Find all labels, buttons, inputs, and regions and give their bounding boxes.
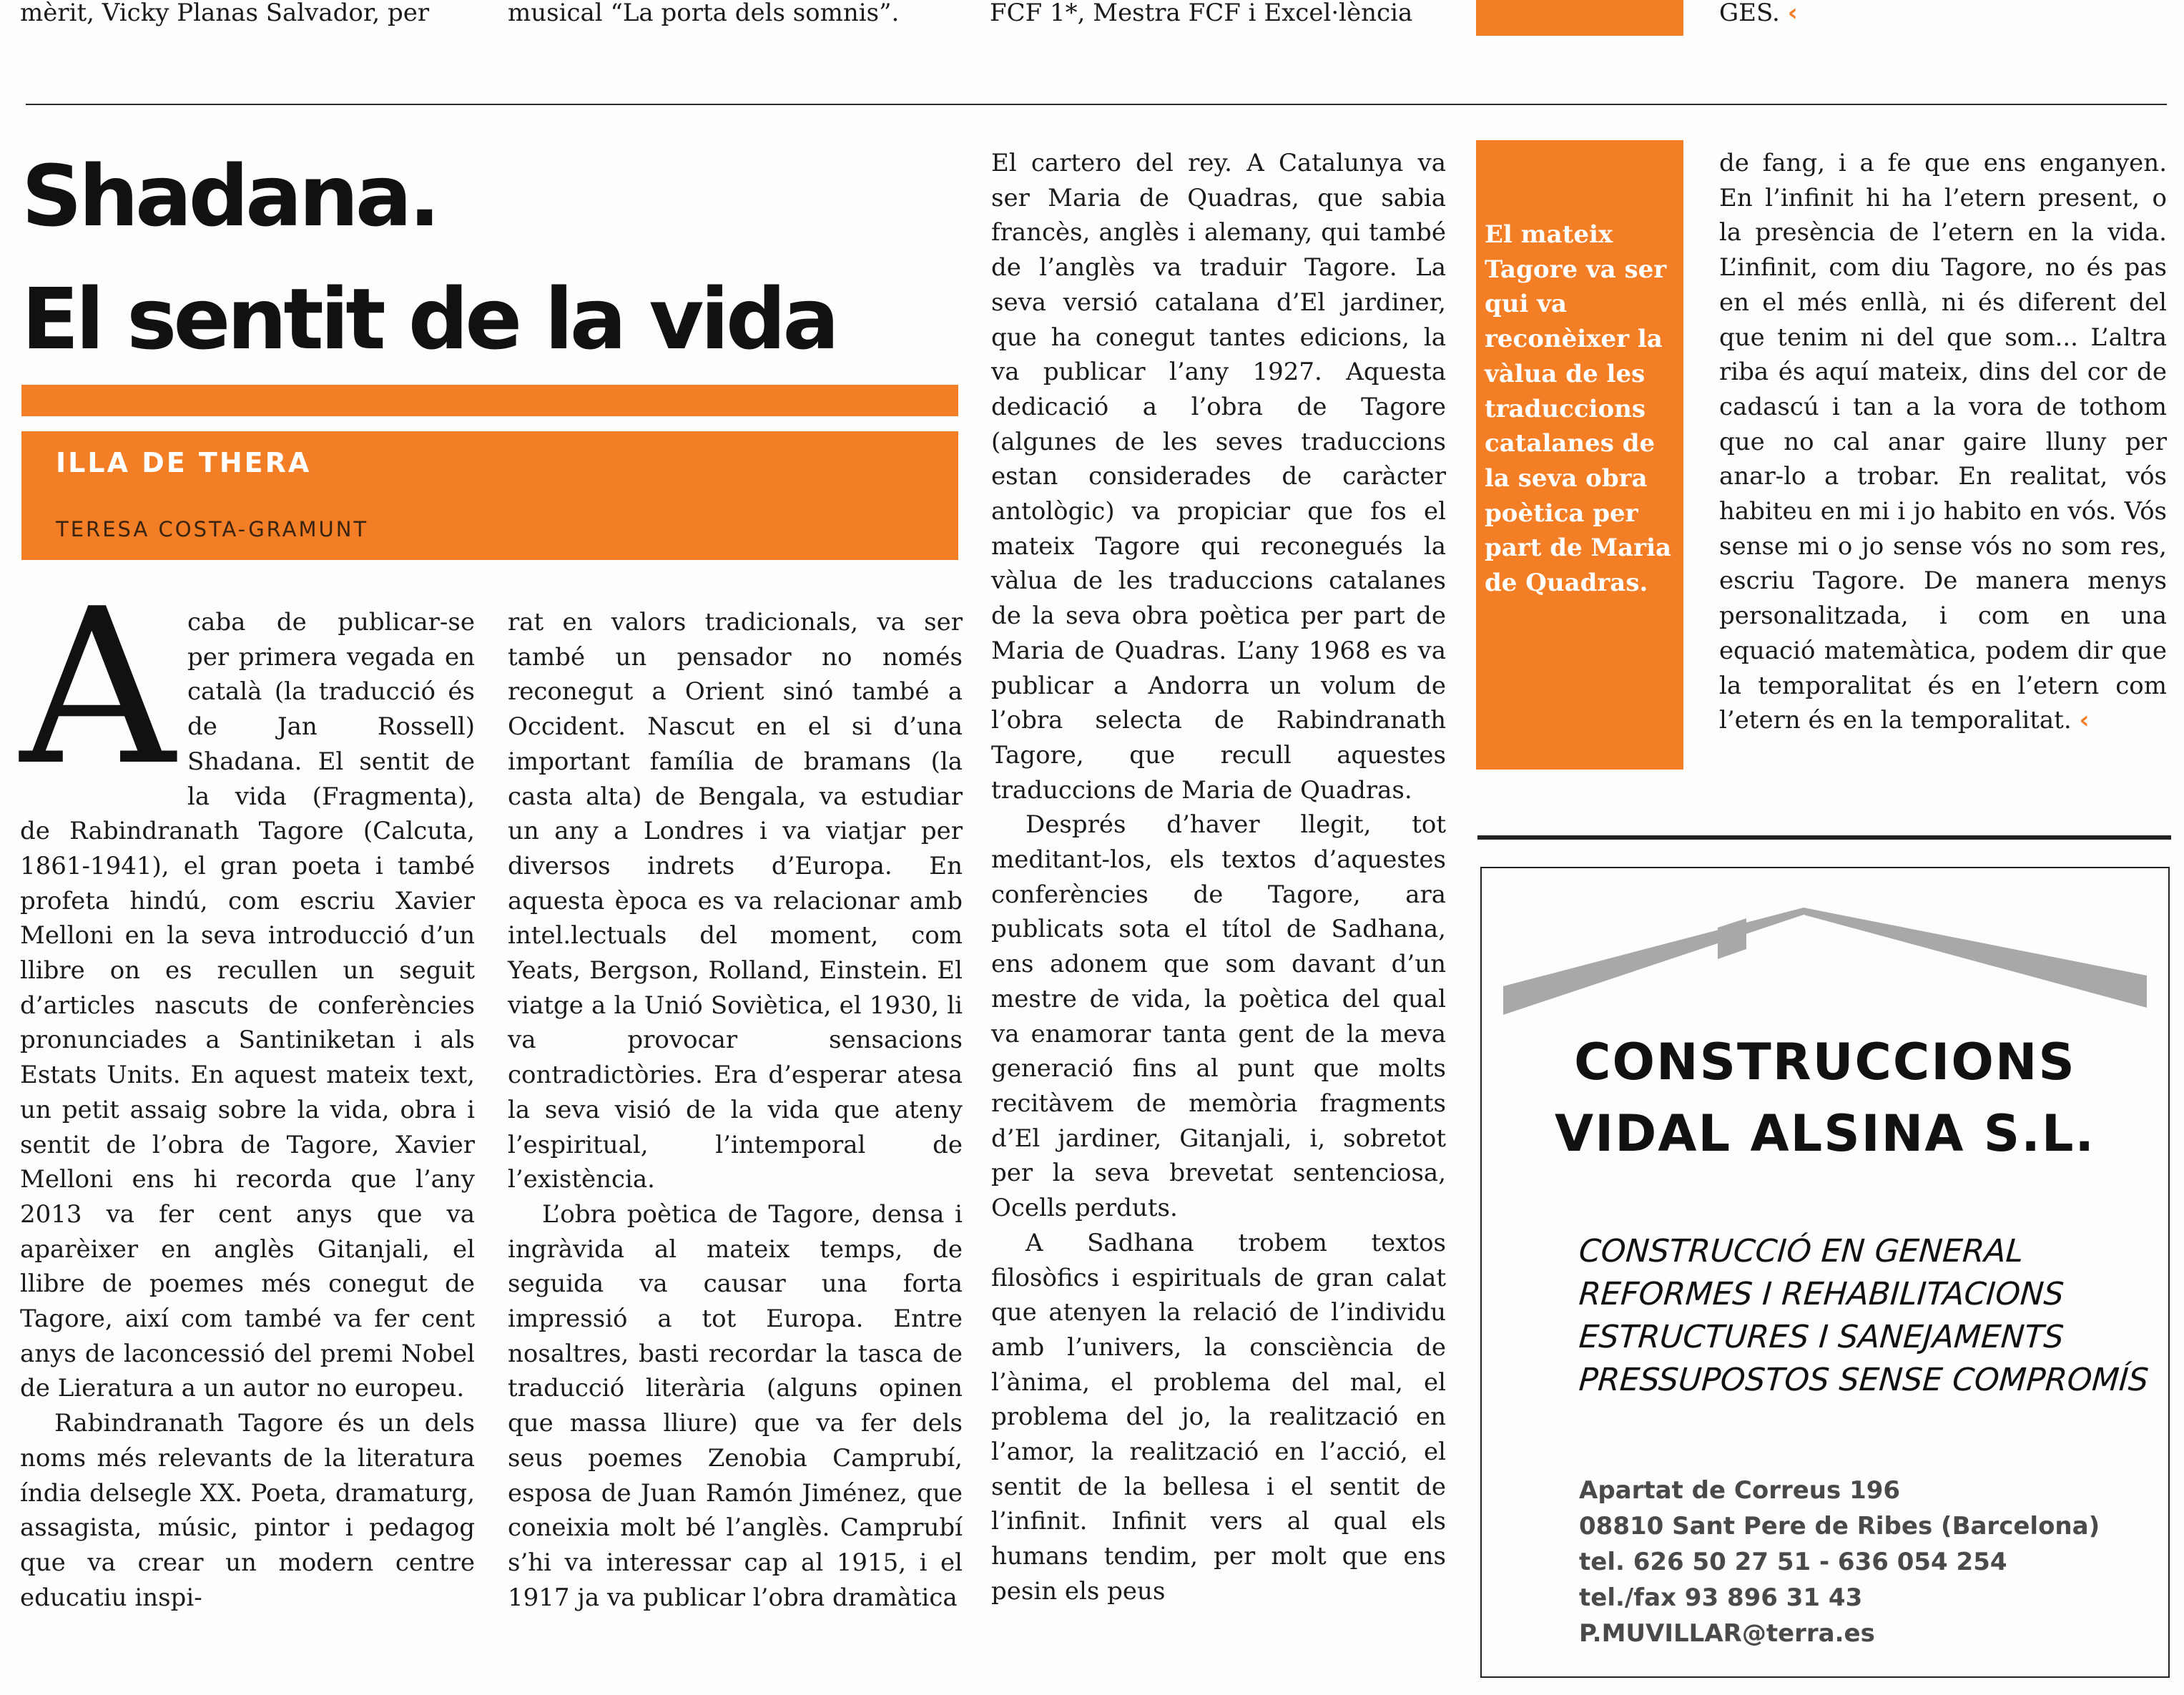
ad-service-item: CONSTRUCCIÓ EN GENERAL	[1578, 1233, 2025, 1269]
article-column-2	[508, 605, 963, 1615]
article-column-1	[20, 605, 475, 1615]
advertisement	[1480, 867, 2170, 1678]
headline-line2: El sentit de la vida	[21, 270, 836, 368]
article-column-3	[991, 146, 1446, 1609]
top-strip-col3	[990, 0, 1462, 43]
top-strip-text: GES.	[1719, 0, 1780, 27]
paragraph-text: de fang, i a fe que ens enganyen. En l’infinit hi ha l’etern present, o la presència de l’etern en la vida. L’infinit, com diu Tagore, no és pas en el més enllà, ni és diferent del que tenim ni del que som... L’altra riba és aquí mateix, dins del cor de cadascú i tan a la vora de tothom que no cal anar gaire lluny per anar-lo a trobar. En realitat, vós habiteu en mi i jo habito en vós. Vós sense mi o jo sense vós no som res, escriu Tagore. De manera menys personalitzada, i com en una equació matemàtica, podem dir que la temporalitat és en l’etern com l’etern és en la temporalitat.	[1719, 149, 2167, 735]
paragraph: Rabindranath Tagore és un dels noms més relevants de la literatura índia delsegle XX. Poeta, dramaturg, assagista, músic, pintor i pedagog que va crear un modern centre educatiu inspi-	[20, 1409, 475, 1612]
top-strip-text: musical “La porta dels somnis”.	[508, 0, 900, 27]
previous-quote-box	[1476, 0, 1683, 36]
paragraph: rat en valors tradicionals, va ser també un pensador no només reconegut a Orient sinó també a Occident. Nascut en el si d’una important família de bramans (la casta alta) de Bengala, va estudiar un any a Londres i va viatjar per diversos indrets d’Europa. En aquesta època es va relacionar amb intel.lectuals del moment, com Yeats, Bergson, Rolland, Einstein. El viatge a la Unió Soviètica, el 1930, li va provocar sensacions contradictòries. Era d’esperar atesa la seva visió de la vida que ateny l’espiritual, l’intemporal de l’existència.	[508, 608, 963, 1194]
ad-fax: tel./fax 93 896 31 43	[1579, 1583, 1863, 1612]
ad-top-rule	[1477, 835, 2171, 840]
top-rule	[26, 104, 2167, 105]
top-strip-text: mèrit, Vicky Planas Salvador, per	[20, 0, 430, 27]
pull-quote: El mateix Tagore va ser qui va reconèixer la vàlua de les traduccions catalanes de la seva obra poètica per part de Maria de Quadras.	[1485, 220, 1672, 598]
section-name: ILLA DE THERA	[56, 447, 312, 478]
end-mark: ‹	[2079, 706, 2090, 735]
ad-service-item: ESTRUCTURES I SANEJAMENTS	[1578, 1319, 2065, 1355]
paragraph	[1719, 146, 2167, 738]
drop-cap-spacer	[20, 605, 187, 780]
paragraph: L’obra poètica de Tagore, densa i ingràvida al mateix temps, de seguida va causar una forta impressió a tot Europa. Entre nosaltres, basti recordar la tasca de traducció literària (alguns opinen que massa lliure) que va fer dels seus poemes Zenobia Camprubí, esposa de Juan Ramón Jiménez, que coneixia molt bé l’anglès. Camprubí s’hi va interessar cap al 1915, i el 1917 ja va publicar l’obra dramàtica	[508, 1199, 963, 1612]
drop-cap: A	[20, 563, 175, 812]
ad-phone: tel. 626 50 27 51 - 636 054 254	[1579, 1548, 2007, 1576]
section-banner	[21, 431, 958, 560]
roof-logo-icon	[1503, 908, 2147, 1015]
headline	[21, 134, 951, 380]
paragraph: Després d’haver llegit, tot meditant-los, els textos d’aquestes conferències de Tagore, ara publicats sota el títol de Sadhana, ens adonem que som davant d’un mestre de vida, la poètica del qual va enamorar tanta gent de la meva generació fins al punt que molts recitàvem de memòria fragments d’El jardiner, Gitanjali, i, sobretot per la seva brevetat sentenciosa, Ocells perduts.	[991, 810, 1446, 1223]
paragraph: El cartero del rey. A Catalunya va ser Maria de Quadras, que sabia francès, anglès i alemany, qui també de l’anglès va traduir Tagore. La seva versió catalana d’El jardiner, que ha conegut tantes edicions, la va publicar l’any 1927. Aquesta dedicació a l’obra de Tagore (algunes de les seves traduccions estan considerades de caràcter antològic) va propiciar que fos el mateix Tagore qui reconegués la vàlua de les traduccions catalanes de la seva obra poètica per part de Maria de Quadras. L’any 1968 es va publicar a Andorra un volum de l’obra selecta de Rabindranath Tagore, que recull aquestes traduccions de Maria de Quadras.	[991, 149, 1446, 805]
article-column-5	[1719, 146, 2167, 738]
headline-line1: Shadana.	[21, 147, 438, 245]
ad-address: 08810 Sant Pere de Ribes (Barcelona)	[1579, 1512, 2100, 1541]
end-mark: ‹	[1787, 0, 1798, 27]
ad-company-name-line2: VIDAL ALSINA S.L.	[1554, 1104, 2096, 1163]
top-strip-text: FCF 1*, Mestra FCF i Excel·lència	[990, 0, 1413, 27]
top-strip-col5	[1719, 0, 2005, 43]
accent-bar	[21, 385, 958, 416]
pull-quote-box	[1476, 140, 1683, 770]
paragraph: A Sadhana trobem textos filosòfics i espirituals de gran calat que atenyen la relació de l’individu amb l’univers, la consciència de l’ànima, el problema del mal, el problema del jo, la realització en l’amor, la realització en l’acció, el sentit de la bellesa i el sentit de l’infinit. Infinit vers al qual els humans tendim, per molt que ens pesin els peus	[991, 1228, 1446, 1606]
ad-service-item: PRESSUPOSTOS SENSE COMPROMÍS	[1578, 1362, 2150, 1398]
ad-address: Apartat de Correus 196	[1579, 1476, 1901, 1505]
top-strip-col2	[508, 0, 965, 43]
ad-service-item: REFORMES I REHABILITACIONS	[1578, 1276, 2065, 1312]
ad-company-name-line1: CONSTRUCCIONS	[1574, 1033, 2076, 1091]
top-strip-col1	[20, 0, 478, 43]
ad-email: P.MUVILLAR@terra.es	[1579, 1619, 1875, 1648]
author-name: TERESA COSTA-GRAMUNT	[56, 517, 369, 541]
paragraph: caba de publicar-se per primera vegada en català (la traducció és de Jan Rossell) Shadana. El sentit de la vida (Fragmenta), de Rabindranath Tagore (Calcuta, 1861-1941), el gran poeta i també profeta hindú, com escriu Xavier Melloni en la seva introducció d’un llibre on es recullen un seguit d’articles nascuts de conferències pronunciades a Santiniketan i als Estats Units. En aquest mateix text, un petit assaig sobre la vida, obra i sentit de l’obra de Tagore, Xavier Melloni ens hi recorda que l’any 2013 va fer cent anys que va aparèixer en anglès Gitanjali, el llibre de poemes més conegut de Tagore, així com també va fer cent anys de laconcessió del premi Nobel de Lieratura a un autor no europeu.	[20, 608, 475, 1403]
